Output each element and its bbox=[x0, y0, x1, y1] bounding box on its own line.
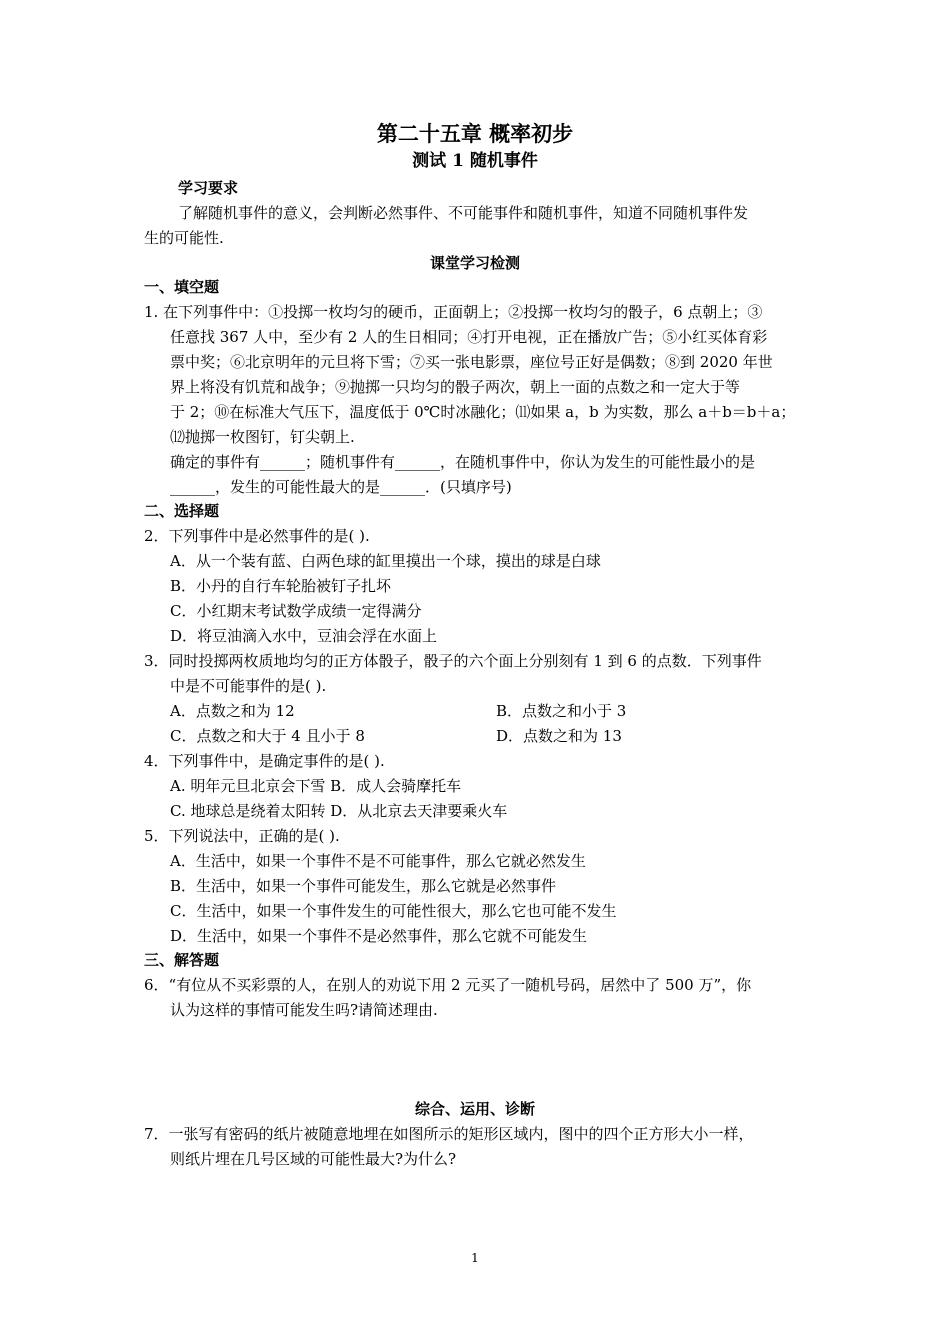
q5-option: B．生活中，如果一个事件可能发生，那么它就是必然事件 bbox=[170, 877, 557, 895]
q7-line-1: 7．一张写有密码的纸片被随意地埋在如图所示的矩形区域内，图中的四个正方形大小一样， bbox=[144, 1125, 754, 1143]
q5-option: A．生活中，如果一个事件不是不可能事件，那么它就必然发生 bbox=[170, 852, 586, 870]
q4-options-row-2: C. 地球总是绕着太阳转 D．从北京去天津要乘火车 bbox=[170, 802, 508, 820]
q6-line-1: 6．“有位从不买彩票的人，在别人的劝说下用 2 元买了一随机号码，居然中了 500 万”，你 bbox=[144, 976, 752, 994]
q3-option-c: C．点数之和大于 4 且小于 8 bbox=[170, 727, 365, 745]
requirements-heading: 学习要求 bbox=[178, 179, 239, 197]
test-title: 测试 1 随机事件 bbox=[412, 151, 538, 171]
q1-line: 票中奖；⑥北京明年的元旦将下雪；⑦买一张电影票，座位号正好是偶数；⑧到 2020 年世 bbox=[170, 353, 773, 371]
q4-options-row-1: A. 明年元旦北京会下雪 B．成人会骑摩托车 bbox=[170, 777, 462, 795]
q5-option: C．生活中，如果一个事件发生的可能性很大，那么它也可能不发生 bbox=[170, 902, 617, 920]
q2-option: A．从一个装有蓝、白两色球的缸里摸出一个球，摸出的球是白球 bbox=[170, 552, 601, 570]
q7-line-2: 则纸片埋在几号区域的可能性最大?为什么? bbox=[170, 1150, 457, 1168]
q2-option: C．小红期末考试数学成绩一定得满分 bbox=[170, 602, 422, 620]
q3-option-d: D．点数之和为 13 bbox=[496, 727, 622, 745]
q4-stem: 4．下列事件中，是确定事件的是( ). bbox=[144, 752, 385, 770]
q5-stem: 5．下列说法中，正确的是( ). bbox=[144, 827, 340, 845]
page-number: 1 bbox=[471, 1251, 479, 1265]
comprehensive-heading: 综合、运用、诊断 bbox=[414, 1100, 535, 1118]
q1-line: ______，发生的可能性最大的是______．(只填序号) bbox=[170, 478, 512, 496]
requirements-line-2: 生的可能性. bbox=[144, 229, 224, 247]
section-1-heading: 一、填空题 bbox=[144, 278, 220, 296]
q1-line: ⑿抛掷一枚图钉，钉尖朝上. bbox=[170, 428, 355, 446]
chapter-title: 第二十五章 概率初步 bbox=[376, 121, 574, 146]
q2-option: B．小丹的自行车轮胎被钉子扎坏 bbox=[170, 577, 392, 595]
section-2-heading: 二、选择题 bbox=[144, 502, 220, 520]
q1-line: 确定的事件有______；随机事件有______，在随机事件中，你认为发生的可能性最小的是 bbox=[170, 453, 756, 471]
q2-stem: 2．下列事件中是必然事件的是( ). bbox=[144, 527, 370, 545]
q1-line: 界上将没有饥荒和战争；⑨抛掷一只均匀的骰子两次，朝上一面的点数之和一定大于等 bbox=[170, 378, 741, 396]
q2-option: D．将豆油滴入水中，豆油会浮在水面上 bbox=[170, 627, 438, 645]
q3-option-a: A．点数之和为 12 bbox=[170, 702, 295, 720]
q1-line: 于 2；⑩在标准大气压下，温度低于 0℃时冰融化；⑾如果 a，b 为实数，那么 a＋b＝b＋a； bbox=[170, 403, 796, 421]
q5-option: D．生活中，如果一个事件不是必然事件，那么它就不可能发生 bbox=[170, 927, 588, 945]
q3-stem-line-2: 中是不可能事件的是( ). bbox=[170, 677, 327, 695]
q3-stem-line-1: 3．同时投掷两枚质地均匀的正方体骰子，骰子的六个面上分别刻有 1 到 6 的点数．下列事件 bbox=[144, 652, 762, 670]
classroom-heading: 课堂学习检测 bbox=[429, 254, 520, 272]
section-3-heading: 三、解答题 bbox=[144, 951, 220, 969]
q6-line-2: 认为这样的事情可能发生吗?请简述理由. bbox=[170, 1001, 438, 1019]
q1-line: 任意找 367 人中，至少有 2 人的生日相同；④打开电视，正在播放广告；⑤小红买体育彩 bbox=[170, 328, 768, 346]
q3-option-b: B．点数之和小于 3 bbox=[496, 702, 627, 720]
requirements-line-1: 了解随机事件的意义，会判断必然事件、不可能事件和随机事件，知道不同随机事件发 bbox=[178, 204, 749, 222]
q1-line: 1. 在下列事件中：①投掷一枚均匀的硬币，正面朝上；②投掷一枚均匀的骰子，6 点朝上；③ bbox=[144, 303, 763, 321]
